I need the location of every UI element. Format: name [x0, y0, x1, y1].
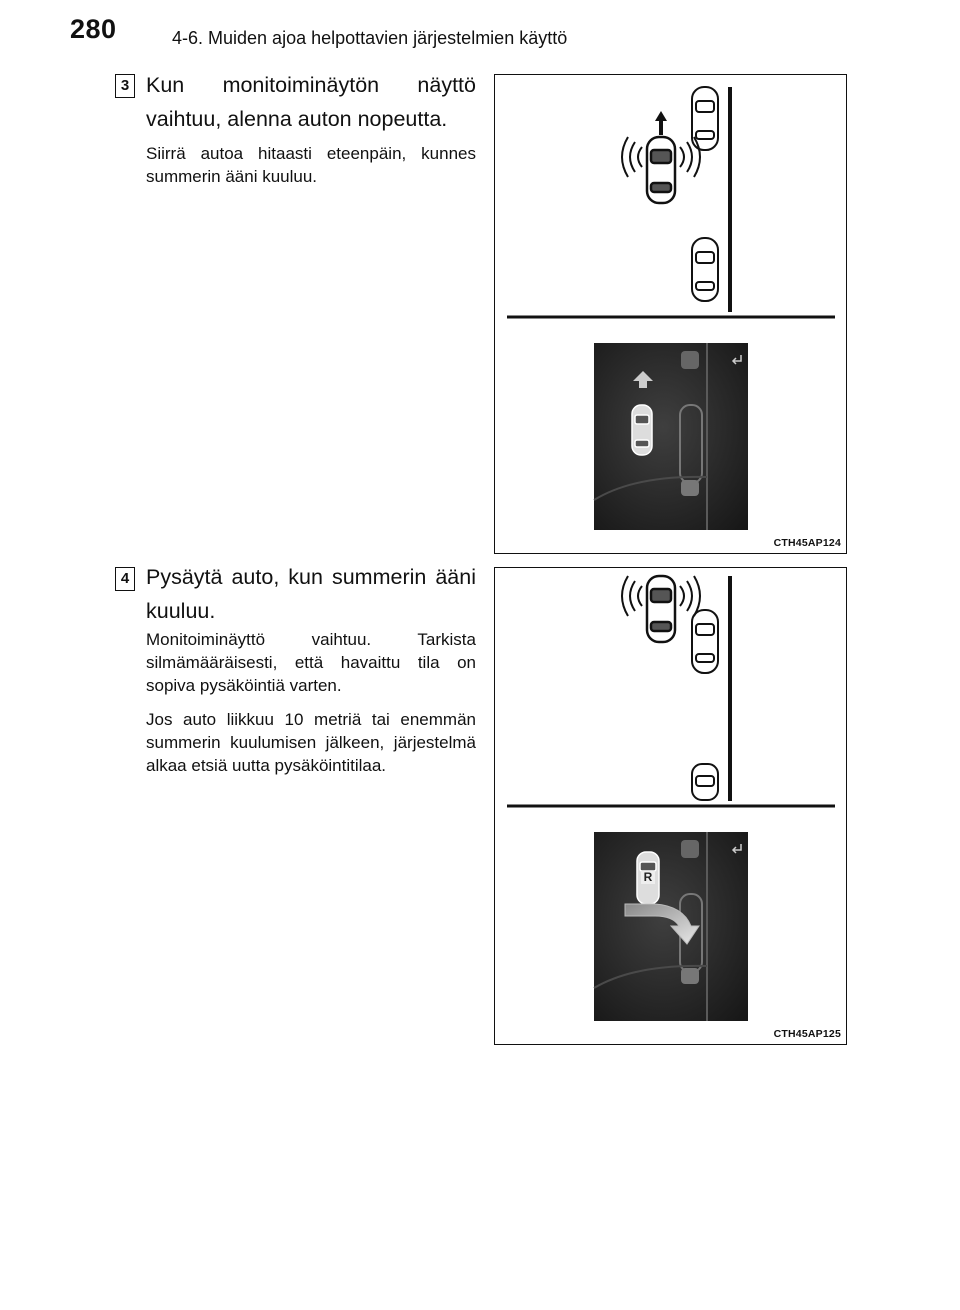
- own-car-icon: [647, 576, 675, 642]
- multi-information-display: [594, 832, 748, 1021]
- step-paragraph: Monitoiminäyttö vaihtuu. Tarkista silmämääräisesti, että havaittu tila on sopiva pysäköintiä varten.: [146, 630, 476, 695]
- own-car-icon: [632, 405, 652, 455]
- parking-diagram-stop: [495, 568, 847, 1045]
- step-heading: Kun monitoiminäytön näyttö vaihtuu, alenna auton nopeutta.: [146, 73, 476, 131]
- step-description: [146, 628, 476, 777]
- step-paragraph: Siirrä autoa hitaasti eteenpäin, kunnes summerin ääni kuuluu.: [146, 144, 476, 186]
- figure-code: CTH45AP124: [773, 537, 841, 549]
- multi-information-display: [594, 343, 748, 530]
- illustration-forward: [494, 74, 847, 554]
- step-heading: Pysäytä auto, kun summerin ääni kuuluu.: [146, 565, 476, 623]
- chapter-title: 4-6. Muiden ajoa helpottavien järjestelmien käyttö: [172, 28, 568, 48]
- step-description: [146, 142, 476, 188]
- step-paragraph: Jos auto liikkuu 10 metriä tai enemmän summerin kuulumisen jälkeen, järjestelmä alkaa etsiä uutta pysäköintitilaa.: [146, 710, 476, 775]
- illustration-stop: [494, 567, 847, 1045]
- parked-car-icon: [692, 764, 718, 800]
- parking-diagram-forward: [495, 75, 847, 554]
- step-number-badge: 4: [115, 567, 135, 591]
- gear-indicator-label: R: [641, 871, 655, 884]
- own-car-icon: [647, 137, 675, 203]
- parked-car-icon: [692, 238, 718, 301]
- figure-code: CTH45AP125: [773, 1028, 841, 1040]
- forward-arrow-icon: [655, 111, 667, 135]
- parked-car-icon: [692, 610, 718, 673]
- page-number: 280: [70, 14, 117, 44]
- step-number-badge: 3: [115, 74, 135, 98]
